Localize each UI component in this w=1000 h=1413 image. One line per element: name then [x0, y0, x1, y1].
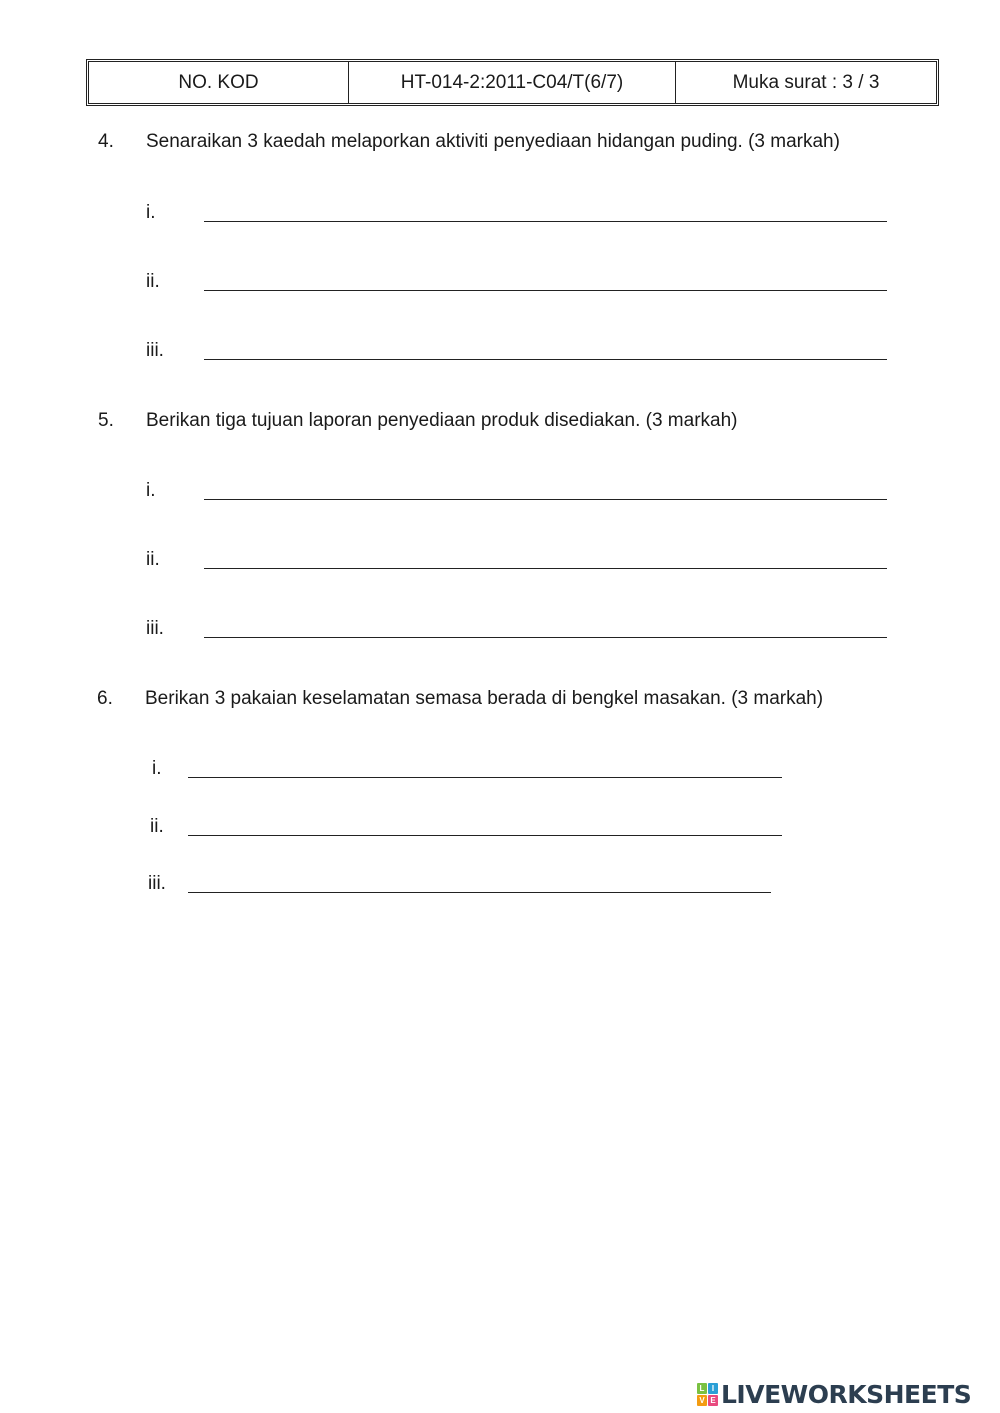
answer-line[interactable]	[204, 499, 887, 500]
answer-line[interactable]	[188, 777, 782, 778]
answer-line[interactable]	[204, 290, 887, 291]
answer-label: iii.	[146, 618, 164, 639]
question-number: 5.	[98, 410, 114, 431]
answer-label: ii.	[146, 549, 160, 570]
question-text: Senaraikan 3 kaedah melaporkan aktiviti penyediaan hidangan puding. (3 markah)	[146, 131, 840, 152]
answer-label: ii.	[150, 816, 164, 837]
code-label: NO. KOD	[178, 71, 259, 93]
answer-label: i.	[146, 480, 156, 501]
logo-square-pink: E	[708, 1395, 718, 1406]
answer-label: iii.	[146, 340, 164, 361]
answer-label: ii.	[146, 271, 160, 292]
page-number: Muka surat : 3 / 3	[675, 62, 936, 103]
question-number: 4.	[98, 131, 114, 152]
question-number: 6.	[97, 688, 113, 709]
logo-square-orange: V	[697, 1395, 707, 1406]
logo-square-blue: I	[708, 1383, 718, 1394]
logo-square-green: L	[697, 1383, 707, 1394]
answer-label: i.	[146, 202, 156, 223]
answer-line[interactable]	[204, 359, 887, 360]
question-text: Berikan 3 pakaian keselamatan semasa berada di bengkel masakan. (3 markah)	[145, 688, 824, 709]
answer-label: i.	[152, 758, 162, 779]
header-table	[86, 59, 939, 106]
answer-label: iii.	[148, 873, 166, 894]
liveworksheets-wordmark: LIVEWORKSHEETS	[721, 1380, 972, 1409]
answer-line[interactable]	[204, 221, 887, 222]
liveworksheets-icon	[697, 1383, 719, 1407]
answer-line[interactable]	[204, 568, 887, 569]
answer-line[interactable]	[188, 835, 782, 836]
answer-line[interactable]	[188, 892, 771, 893]
liveworksheets-logo[interactable]	[697, 1380, 971, 1409]
code-value: HT-014-2:2011-C04/T(6/7)	[348, 62, 675, 103]
answer-line[interactable]	[204, 637, 887, 638]
question-text: Berikan tiga tujuan laporan penyediaan produk disediakan. (3 markah)	[146, 410, 738, 431]
